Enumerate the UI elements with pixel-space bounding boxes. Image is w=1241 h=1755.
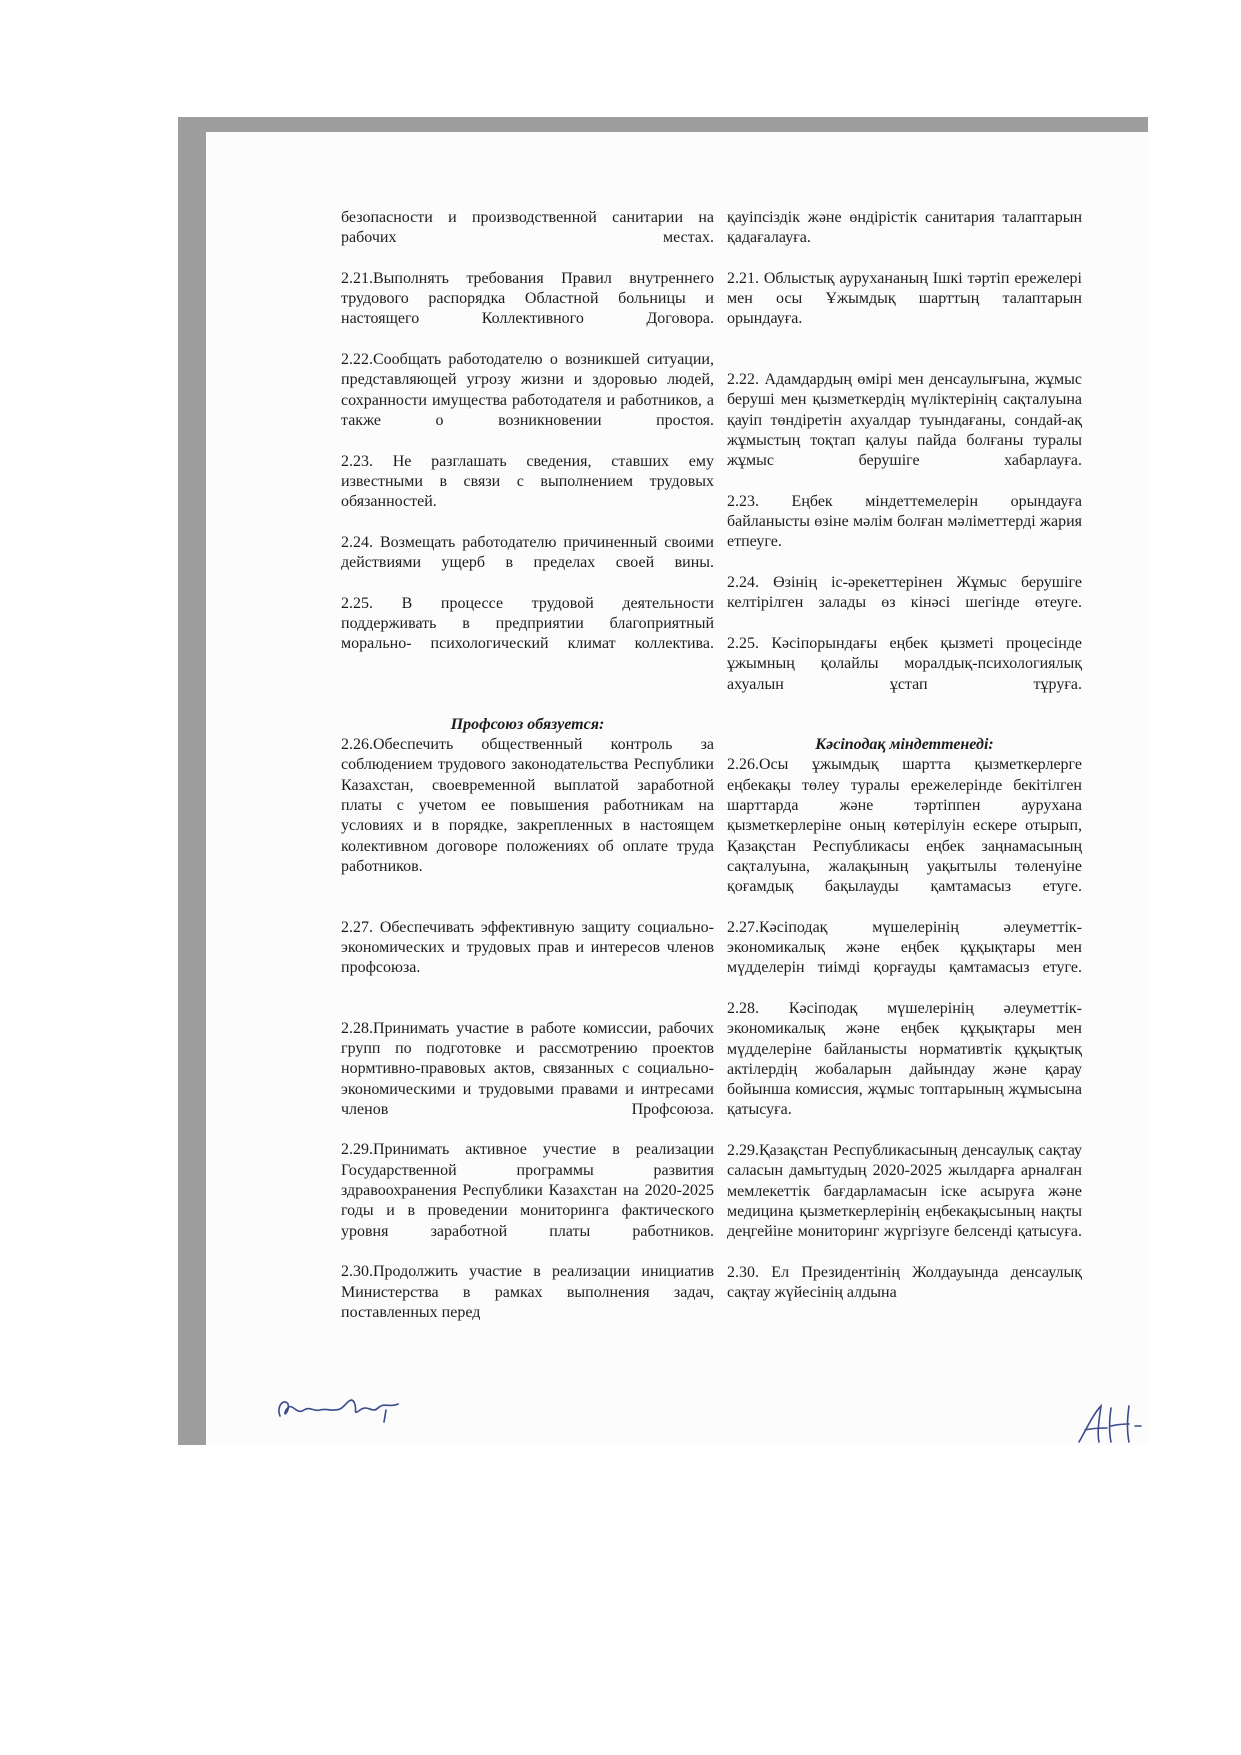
kz-clause-2-22: 2.22. Адамдардың өмірі мен денсаулығына, жұмыс беруші мен қызметкердің мүліктерінің сақталуына қауіп төндіретін ахуалдар туындағаны, сондай-ақ жұмыстың тоқтап қалуы пайда болғаны туралы жұмыс берушіге хабарлауға. xyxy=(727,371,1082,470)
ru-clause-2-23: 2.23. Не разглашать сведения, ставших ему известными в связи с выполнением трудовых обязанностей. xyxy=(341,452,714,511)
ru-clause-2-21: 2.21.Выполнять требования Правил внутреннего трудового распорядка Областной больницы и настоящего Коллективного Договора. xyxy=(341,269,714,328)
bilingual-columns xyxy=(341,208,1082,1323)
ru-clause-2-29: 2.29.Принимать активное учестие в реализации Государственной программы развития здравоохранения Республики Казахстан на 2020-2025 годы и в проведении мониторинга фактического уровня заработной платы работников. xyxy=(341,1141,714,1240)
ru-clause-2-28: 2.28.Принимать участие в работе комиссии, рабочих групп по подготовке и рассмотрению проектов нормтивно-правовых актов, связанных с социально-экономическими и трудовыми правами и интресами членов Профсоюза. xyxy=(341,1019,714,1118)
kz-clause-2-30: 2.30. Ел Президентінің Жолдауында денсаулық сақтау жүйесінің алдына xyxy=(727,1263,1082,1302)
kz-clause-2-23: 2.23. Еңбек міндеттемелерін орындауға байланысты өзіне мәлім болған мәліметтерді жария етпеуге. xyxy=(727,492,1082,551)
ru-clause-2-25: 2.25. В процессе трудовой деятельности поддерживать в предприятии благоприятный морально- психологический климат коллектива. xyxy=(341,594,714,653)
russian-column xyxy=(341,208,714,1323)
kz-clause-2-28: 2.28. Кәсіподақ мүшелерінің әлеуметтік-экономикалық және еңбек құқықтары мен мүдделеріне байланысты нормативтік құқықтық актілердің жобаларын дайындау және қарау бойынша комиссия, жұмыс топтарының жұмысына қатысуға. xyxy=(727,999,1082,1119)
kz-section-heading: Кәсіподақ міндеттенеді: xyxy=(815,736,994,754)
kz-clause-2-29: 2.29.Қазақстан Республикасының денсаулық сақтау саласын дамытудың 2020-2025 жылдарға арналған мемлекеттік бағдарламасын іске асыруға және медицина қызметкерлерінің еңбекақысының нақты деңгейіне мониторинг жүргізуге белсенді қатысуға. xyxy=(727,1142,1082,1241)
kz-clause-2-21: 2.21. Облыстық аурухананың Ішкі тәртіп ережелері мен осы Ұжымдық шарттың талаптарын орындауға. xyxy=(727,269,1082,328)
ru-clause-2-20-end: безопасности и производственной санитарии на рабочих местах. xyxy=(341,209,714,247)
ru-clause-2-26: 2.26.Обеспечить общественный контроль за соблюдением трудового законодательства Республики Казахстан, своевременной выплатой заработной платы с учетом ее повышения работникам на условиях и в порядке, закрепленных в настоящем колективном договоре положениях об оплате труда работников. xyxy=(341,736,714,875)
kz-clause-2-26: 2.26.Осы ұжымдық шартта қызметкерлерге еңбекақы төлеу туралы ережелерінде бекітілген шарттарда және тәртіппен аурухана қызметкерлеріне оның көтерілуін ескере отырып, Қазақстан Республикасы еңбек заңнамасының сақталуына, жалақының уақытылы төленуіне қоғамдық бақылауды қамтамасыз етуге. xyxy=(727,756,1082,896)
kz-clause-2-20-end: қауіпсіздік және өндірістік санитария талаптарын қадағалауға. xyxy=(727,209,1082,247)
ru-clause-2-30: 2.30.Продолжить участие в реализации инициатив Министерства в рамках выполнения задач, поставленных перед xyxy=(341,1263,714,1321)
ru-section-heading: Профсоюз обязуется: xyxy=(450,715,605,733)
kz-clause-2-27: 2.27.Кәсіподақ мүшелерінің әлеуметтік-экономикалық және еңбек құқықтары мен мүдделерін тиімді қорғауды қамтамасыз етуге. xyxy=(727,918,1082,977)
ru-clause-2-27: 2.27. Обеспечивать эффективную защиту социально-экономических и трудовых прав и интересов членов профсоюза. xyxy=(341,918,714,977)
kz-clause-2-25: 2.25. Кәсіпорындағы еңбек қызметі процесінде ұжымның қолайлы моралдық-психологиялық ахуалын ұстап тұруға. xyxy=(727,634,1082,693)
kazakh-column xyxy=(727,208,1082,1323)
kz-clause-2-24: 2.24. Өзінің іс-әрекеттерінен Жұмыс берушіге келтірілген залады өз кінәсі шегінде өтеуге. xyxy=(727,574,1082,612)
ru-clause-2-24: 2.24. Возмещать работодателю причиненный своими действиями ущерб в пределах своей вины. xyxy=(341,533,714,572)
signature-right xyxy=(1075,1398,1147,1448)
ru-clause-2-22: 2.22.Сообщать работодателю о возникшей ситуации, представляющей угрозу жизни и здоровью людей, сохранности имущества работодателя и работников, а также о возникновении простоя. xyxy=(341,351,714,429)
signature-left xyxy=(274,1386,414,1426)
